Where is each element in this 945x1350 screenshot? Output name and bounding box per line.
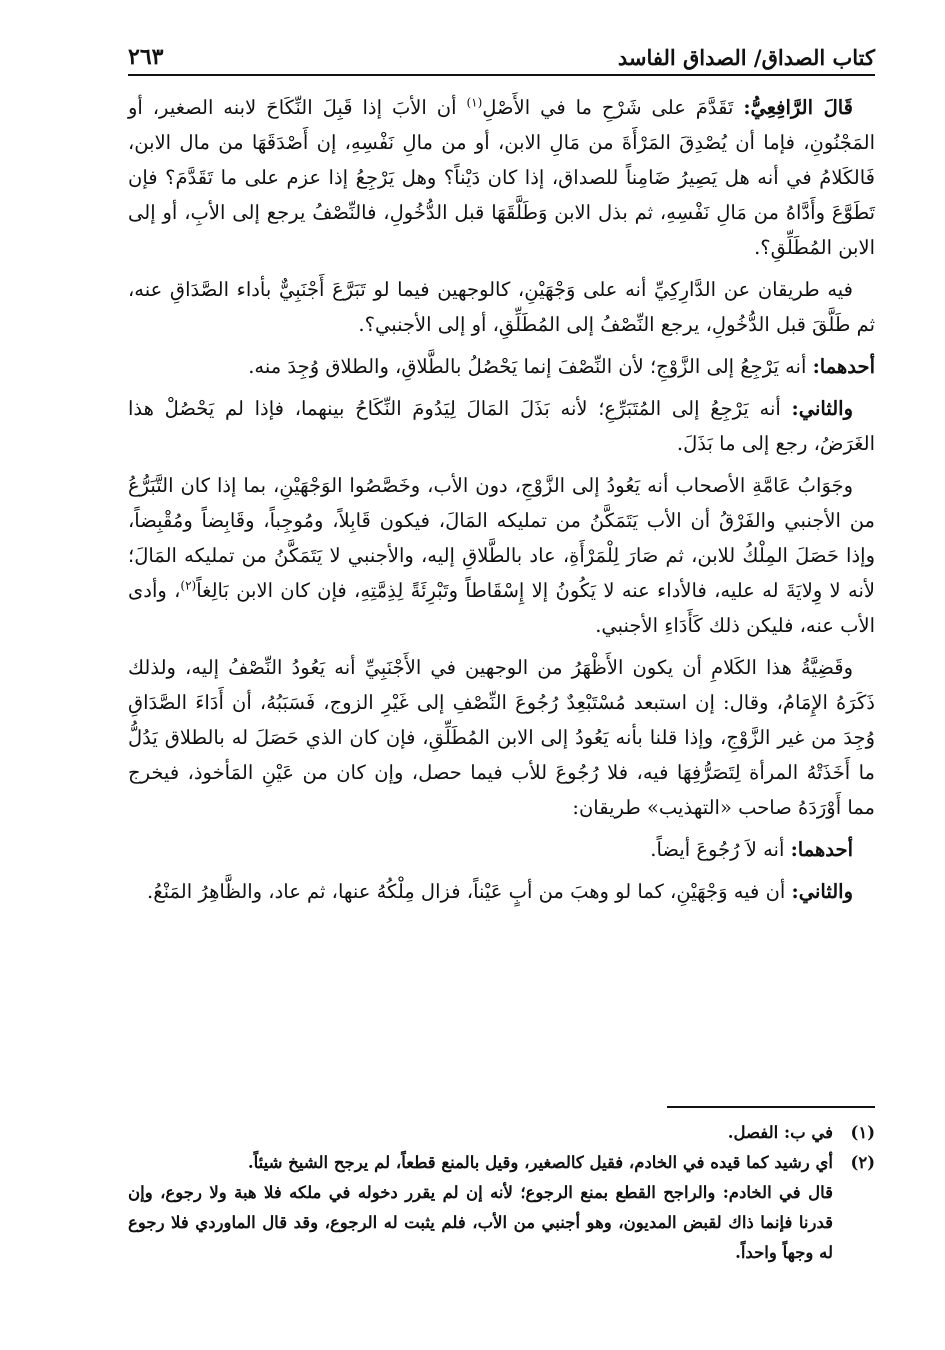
footnote-divider (667, 1106, 875, 1108)
footnote-text (128, 1148, 833, 1268)
running-header (128, 30, 875, 76)
footnote-2 (128, 1148, 875, 1268)
footnote-number: (٢) (850, 1153, 875, 1172)
paragraph-2 (128, 272, 875, 342)
paragraph-lead: والثاني: (791, 880, 853, 903)
paragraph-text: فيه طريقان عن الدَّارِكِيِّ أنه على وَجْهَيْنِ، كالوجهين فيما لو تَبَرَّعَ أَجْنَبِيٌّ بأداء الصَّدَاقِ عنه، ثم طَلَّقَ قبل الدُّخُولِ، يرجع النِّصْفُ إلى المُطَلِّقِ، أو إلى الأجنبي؟. (128, 278, 875, 336)
footnotes (128, 1118, 875, 1268)
footnote-ref-2[interactable]: (٢) (180, 578, 197, 593)
paragraph-text: أنه يَرْجِعُ إلى الزَّوْجِ؛ لأن النِّصْفَ إنما يَحْصُلُ بالطَّلاقِ، والطلاق وُجِدَ منه. (248, 355, 813, 378)
header-title: كتاب الصداق/ الصداق الفاسد (617, 45, 875, 70)
paragraph-lead: أحدهما: (812, 355, 875, 378)
footnote-ref-1[interactable]: (١) (466, 95, 483, 110)
paragraph-6 (128, 650, 875, 825)
footnote-continuation: قال في الخادم: والراجح القطع بمنع الرجوع؛ لأنه إن لم يقرر دخوله في ملكه فلا هبة ولا رجوع، وإن قدرنا فإنما ذاك لقبض المديون، وهو أجنبي من الأب، فلم يثبت له الرجوع، وقد قال الماوردي فلا رجوع له وجهاً واحداً. (128, 1183, 833, 1262)
paragraph-8 (128, 874, 875, 909)
footnote-number: (١) (850, 1123, 875, 1142)
main-text (128, 90, 875, 909)
footnote-text: في ب: الفصل. (727, 1123, 833, 1142)
paragraph-text: تَقَدَّمَ على شَرْحِ ما في الأَصْلِ (482, 96, 744, 119)
paragraph-3 (128, 349, 875, 384)
paragraph-1 (128, 90, 875, 265)
paragraph-lead: قَالَ الرَّافِعِيُّ: (743, 96, 853, 119)
paragraph-5 (128, 468, 875, 643)
paragraph-text: أنه يَرْجِعُ إلى المُتَبَرِّعِ؛ لأنه بَذَلَ المَالَ لِيَدُومَ النِّكَاحُ بينهما، فإذا لم يَحْصُلْ هذا الغَرَضُ، رجع إلى ما بَذَلَ. (128, 397, 875, 455)
footnote-1 (128, 1118, 875, 1148)
paragraph-text: أن الأبَ إذا قَبِلَ النِّكَاحَ لابنه الصغير، أو المَجْنُونِ، فإما أن يُصْدِقَ المَرْأَةَ من مَالِ الابن، أو من مالِ نَفْسِهِ، إن أَصْدَقَهَا من مال الابن، فَالكَلامُ في أنه هل يَصِيرُ ضَامِناً للصداق، إذا كان دَيْناً؟ وهل يَرْجِعُ إذا عزم على ما تَقَدَّمَ؟ فإن تَطَوَّعَ وأَدَّاهُ من مَالِ نَفْسِهِ، ثم بذل الابن وَطَلَّقَهَا قبل الدُّخُولِ، فالنِّصْفُ يرجع إلى الأبِ، أو إلى الابن المُطَلِّقِ؟. (128, 96, 875, 259)
paragraph-4 (128, 391, 875, 461)
paragraph-7 (128, 832, 875, 867)
paragraph-text: وجَوَابُ عَامَّةِ الأصحاب أنه يَعُودُ إلى الزَّوْجِ، دون الأب، وخَصَّصُوا الوَجْهَيْنِ، بما إذا كان التَّبَرُّعُ من الأجنبي والفَرْقُ أن الأب يَتَمَكَّنُ من تمليكه المَالَ، فيكون قَابِلاً، ومُوجِباً، وقَابِضاً ومُقْبِضاً، وإذا حَصَلَ المِلْكُ للابن، ثم صَارَ لِلْمَرْأَةِ، عاد بالطَّلاقِ إليه، والأجنبي لا يَتَمَكَّنُ من تمليكه المَالَ؛ لأنه لا وِلايَةَ له عليه، فالأداء عنه لا يَكُونُ إلا إِسْقَاطاً وتَبْرِئَةً لِذِمَّتِهِ، فإن كان الابن بَالِغاً (128, 474, 875, 602)
paragraph-text: أنه لاَ رُجُوعَ أيضاً. (650, 838, 791, 861)
paragraph-text: أن فيه وَجْهَيْنِ، كما لو وهبَ من أبٍ عَيْناً، فزال مِلْكُهُ عنها، ثم عاد، والظَّاهِرُ المَنْعُ. (147, 880, 792, 903)
paragraph-text: ، وأدى الأب عنه، فليكن ذلك كَأَدَاءِ الأجنبي. (128, 579, 875, 637)
page-number: ٢٦٣ (128, 44, 164, 70)
paragraph-lead: والثاني: (791, 397, 853, 420)
paragraph-text: وقَضِيَّةُ هذا الكَلامِ أن يكون الأَظْهَرُ من الوجهين في الأَجْنَبِيِّ أنه يَعُودُ النِّصْفُ إليه، ولذلك ذَكَرَهُ الإِمَامُ، وقال: إن استبعد مُسْتَبْعِدٌ رُجُوعَ النِّصْفِ إلى غَيْرِ الزوج، فَسَبَبُهُ، أن أَدَاءَ الصَّدَاقِ وُجِدَ من غير الزَّوْجِ، وإذا قلنا بأنه يَعُودُ إلى الابن المُطَلِّقِ، فإن كان الذي حَصَلَ له بالطلاق يَدُلُّ ما أَخَذَتْهُ المرأة لِتَصَرُّفِهَا فيه، فلا رُجُوعَ للأب فيما حصل، وإن كان من عَيْنِ المَأخوذ، فيخرج مما أَوْرَدَهُ صاحب «التهذيب» طريقان: (128, 656, 875, 819)
footnote-line: أي رشيد كما قيده في الخادم، فقيل كالصغير، وقيل بالمنع قطعاً، لم يرجح الشيخ شيئاً. (247, 1153, 833, 1172)
paragraph-lead: أحدهما: (790, 838, 853, 861)
